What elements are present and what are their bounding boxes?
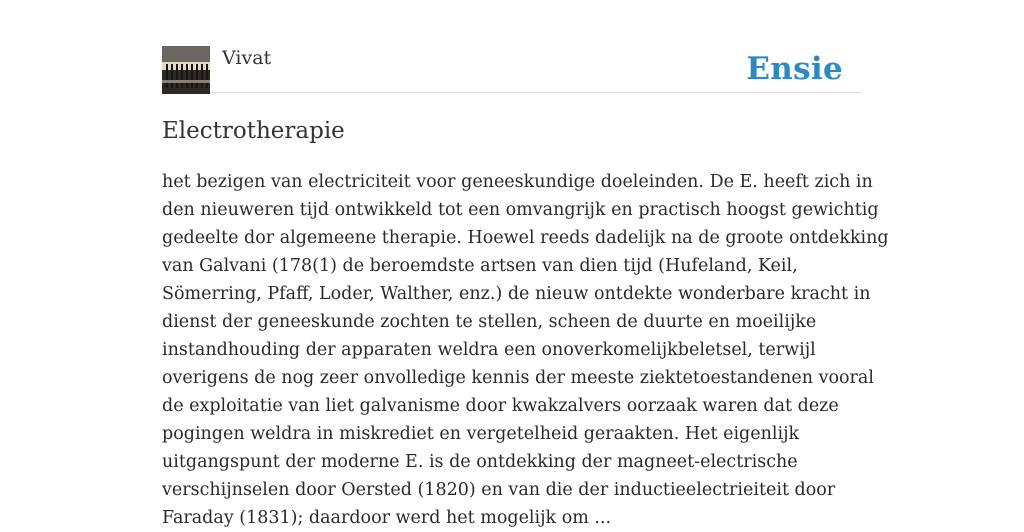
body-line: instandhouding der apparaten weldra een onoverkomelijkbeletsel, terwijl: [162, 340, 816, 360]
body-line: overigens de nog zeer onvolledige kennis der meeste ziektetoestandenen vooral: [162, 368, 874, 388]
page-title: Electrotherapie: [162, 118, 345, 144]
body-line: dienst der geneeskunde zochten te stellen, scheen de duurte en moeilijke: [162, 312, 817, 332]
header: [162, 46, 862, 93]
author-name[interactable]: Vivat: [222, 47, 272, 69]
body-line: Sömerring, Pfaff, Loder, Walther, enz.) de nieuw ontdekte wonderbare kracht in: [162, 284, 871, 304]
body-line: Faraday (1831); daardoor werd het mogelijk om ...: [162, 508, 612, 528]
body-line: de exploitatie van liet galvanisme door kwakzalvers oorzaak waren dat deze: [162, 396, 839, 416]
body-line: den nieuweren tijd ontwikkeld tot een omvangrijk en practisch hoogst gewichtig: [162, 200, 879, 220]
avatar-image: [162, 46, 210, 94]
body-line: verschijnselen door Oersted (1820) en van die der inductieelectrieiteit door: [162, 480, 836, 500]
body-line: pogingen weldra in miskrediet en vergetelheid geraakten. Het eigenlijk: [162, 424, 800, 444]
avatar[interactable]: [162, 46, 210, 94]
body-line: van Galvani (178(1) de beroemdste artsen van dien tijd (Hufeland, Keil,: [162, 256, 798, 276]
brand-logo[interactable]: Ensie: [746, 51, 843, 87]
body-line: uitgangspunt der moderne E. is de ontdekking der magneet-electrische: [162, 452, 798, 472]
body-line: het bezigen van electriciteit voor geneeskundige doeleinden. De E. heeft zich in: [162, 172, 873, 192]
article-body: [162, 168, 889, 532]
body-line: gedeelte dor algemeene therapie. Hoewel reeds dadelijk na de groote ontdekking: [162, 228, 889, 248]
